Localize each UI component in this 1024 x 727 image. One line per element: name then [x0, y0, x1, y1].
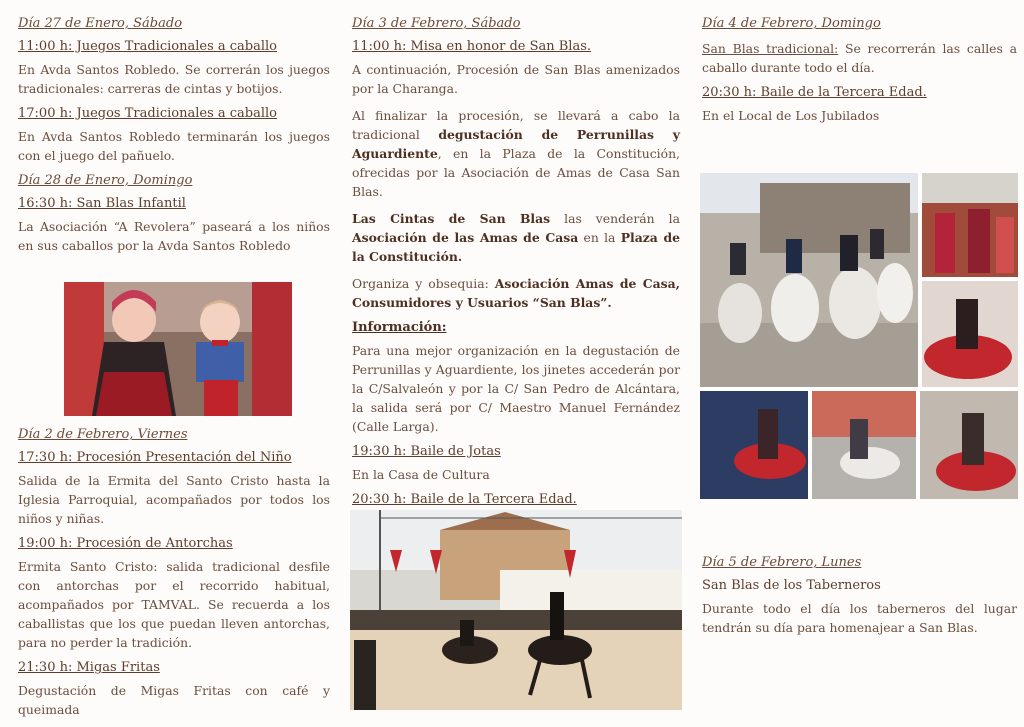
text-span: , en la Plaza de la Constitución, ofrecidas por la Asociación de Amas de Casa San Blas.	[352, 146, 680, 199]
bold-span: Asociación Amas de Casa, Consumidores y Usuarios “San Blas”.	[352, 276, 680, 310]
column-1-lower	[18, 425, 330, 727]
event-text: La Asociación “A Revolera” paseará a los niños en sus caballos por la Avda Santos Robledo	[18, 219, 330, 253]
event-text: Degustación de Migas Fritas con café y queimada	[18, 683, 330, 717]
event-title: 11:00 h: Juegos Tradicionales a caballo	[18, 39, 277, 54]
event-text: A continuación, Procesión de San Blas amenizados por la Charanga.	[352, 62, 680, 96]
text-span: Se recorrerán las calles a caballo durante todo el día.	[702, 41, 1017, 75]
event-text: En la Casa de Cultura	[352, 467, 490, 482]
bold-span: Las Cintas de San Blas	[352, 211, 551, 226]
event-title: 20:30 h: Baile de la Tercera Edad.	[352, 492, 577, 507]
day-heading: Día 27 de Enero, Sábado	[18, 16, 183, 31]
info-title: Información:	[352, 320, 447, 335]
event-text: Salida de la Ermita del Santo Cristo hasta la Iglesia Parroquial, acompañados por todos los niños y niñas.	[18, 473, 330, 526]
day-heading: Día 3 de Febrero, Sábado	[352, 16, 521, 31]
event-text	[352, 106, 680, 201]
horse-parade-photo	[350, 510, 682, 710]
event-title-inline: San Blas tradicional:	[702, 41, 839, 56]
day-heading: Día 5 de Febrero, Lunes	[702, 555, 862, 570]
day-heading: Día 4 de Febrero, Domingo	[702, 16, 881, 31]
column-3	[702, 14, 1017, 133]
event-title: 11:00 h: Misa en honor de San Blas.	[352, 39, 592, 54]
event-title: 17:30 h: Procesión Presentación del Niño	[18, 450, 292, 465]
event-text	[352, 274, 680, 312]
event-title: 17:00 h: Juegos Tradicionales a caballo	[18, 106, 277, 121]
event-text: En Avda Santos Robledo. Se correrán los juegos tradicionales: carreras de cintas y botijos.	[18, 62, 330, 96]
bold-span: Plaza de la Constitución.	[352, 230, 681, 264]
event-title: 21:30 h: Migas Fritas	[18, 660, 160, 675]
day-heading: Día 2 de Febrero, Viernes	[18, 427, 188, 442]
event-text: En el Local de Los Jubilados	[702, 108, 880, 123]
bold-span: Asociación de las Amas de Casa	[352, 230, 579, 245]
column-1	[18, 14, 330, 263]
event-title: 19:30 h: Baile de Jotas	[352, 444, 501, 459]
day-heading: Día 28 de Enero, Domingo	[18, 173, 193, 188]
info-text: Para una mejor organización en la degustación de Perrunillas y Aguardiente, los jinetes accederán por la C/Salvaleón y por la C/ San Pedro de Alcántara, la salida será por C/ Maestro Manuel Fernández (Calle Larga).	[352, 343, 680, 434]
event-title: 19:00 h: Procesión de Antorchas	[18, 536, 233, 551]
text-span: Al finalizar la procesión, se llevará a cabo la tradicional	[352, 108, 680, 142]
bold-span: degustación de Perrunillas y Aguardiente	[352, 127, 680, 161]
event-title: San Blas de los Taberneros	[702, 578, 881, 593]
event-text	[702, 39, 1017, 77]
event-text	[352, 209, 680, 266]
text-span: en la	[578, 230, 621, 245]
event-title: 16:30 h: San Blas Infantil	[18, 196, 186, 211]
event-text: Durante todo el día los taberneros del lugar tendrán su día para homenajear a San Blas.	[702, 601, 1017, 635]
text-span: Organiza y obsequia:	[352, 276, 495, 291]
event-text: Ermita Santo Cristo: salida tradicional desfile con antorchas por el recorrido habitual, acompañados por TAMVAL. Se recuerda a los caballistas que los que puedan lleven antorchas, para no perder la tradición.	[18, 559, 330, 650]
event-text: En Avda Santos Robledo terminarán los juegos con el juego del pañuelo.	[18, 129, 330, 163]
event-title: 20:30 h: Baile de la Tercera Edad.	[702, 85, 927, 100]
text-span: las venderán la	[550, 211, 680, 226]
photo-collage	[700, 173, 1018, 499]
column-2	[352, 14, 680, 540]
children-costume-photo	[64, 282, 292, 416]
column-3-lower	[702, 553, 1017, 645]
